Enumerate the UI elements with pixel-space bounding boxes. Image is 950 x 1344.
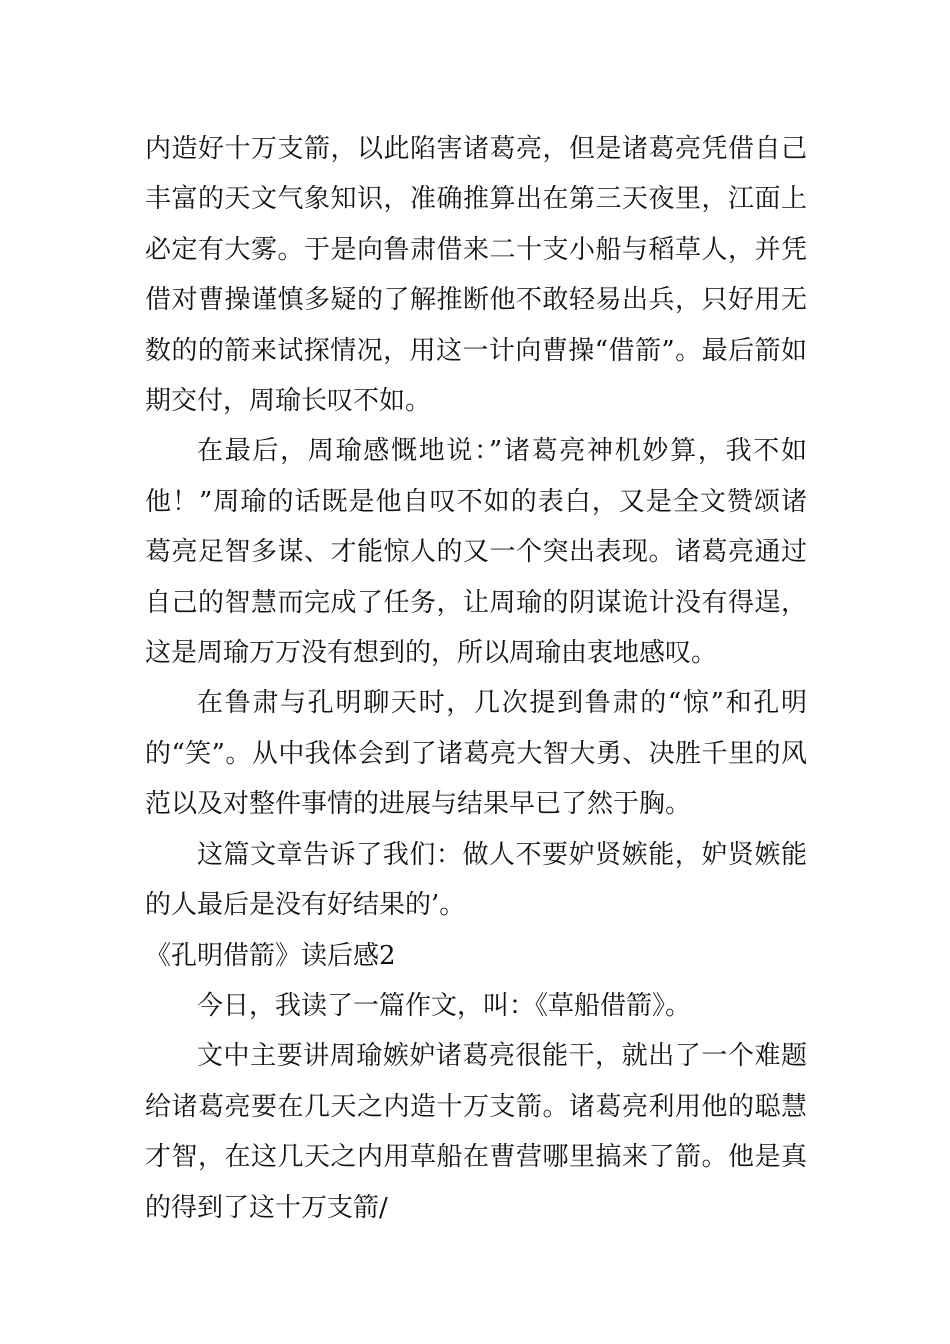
paragraph-lesson: 这篇文章告诉了我们：做人不要妒贤嫉能，妒贤嫉能的人最后是没有好结果的’。 — [145, 839, 807, 921]
paragraph-lusu-kongming: 在鲁肃与孔明聊天时，几次提到鲁肃的“惊”和孔明的“笑”。从中我体会到了诸葛亮大智大勇、决胜千里的风范以及对整件事情的进展与结果早已了然于胸。 — [145, 688, 807, 820]
paragraph-summary: 文中主要讲周瑜嫉妒诸葛亮很能干，就出了一个难题给诸葛亮要在几天之内造十万支箭。诸葛亮利用他的聪慧才智，在这几天之内用草船在曹营哪里搞来了箭。他是真的得到了这十万支箭/ — [145, 1041, 807, 1223]
paragraph-zhouyu-sigh: 在最后，周瑜感慨地说：”诸葛亮神机妙算，我不如他！”周瑜的话既是他自叹不如的表白，又是全文赞颂诸葛亮足智多谋、才能惊人的又一个突出表现。诸葛亮通过自己的智慧而完成了任务，让周瑜的阴谋诡计没有得逞，这是周瑜万万没有想到的，所以周瑜由衷地感叹。 — [145, 436, 807, 669]
paragraph-intro: 今日，我读了一篇作文，叫：《草船借箭》。 — [197, 990, 692, 1021]
section-heading: 《孔明借箭》读后感2 — [145, 940, 396, 971]
paragraph-continued: 内造好十万支箭，以此陷害诸葛亮，但是诸葛亮凭借自己丰富的天文气象知识，准确推算出在第三天夜里，江面上必定有大雾。于是向鲁肃借来二十支小船与稻草人，并凭借对曹操谨慎多疑的了解推断他不敢轻易出兵，只好用无数的的箭来试探情况，用这一计向曹操“借箭”。最后箭如期交付，周瑜长叹不如。 — [145, 134, 807, 417]
document-body — [145, 124, 807, 1233]
